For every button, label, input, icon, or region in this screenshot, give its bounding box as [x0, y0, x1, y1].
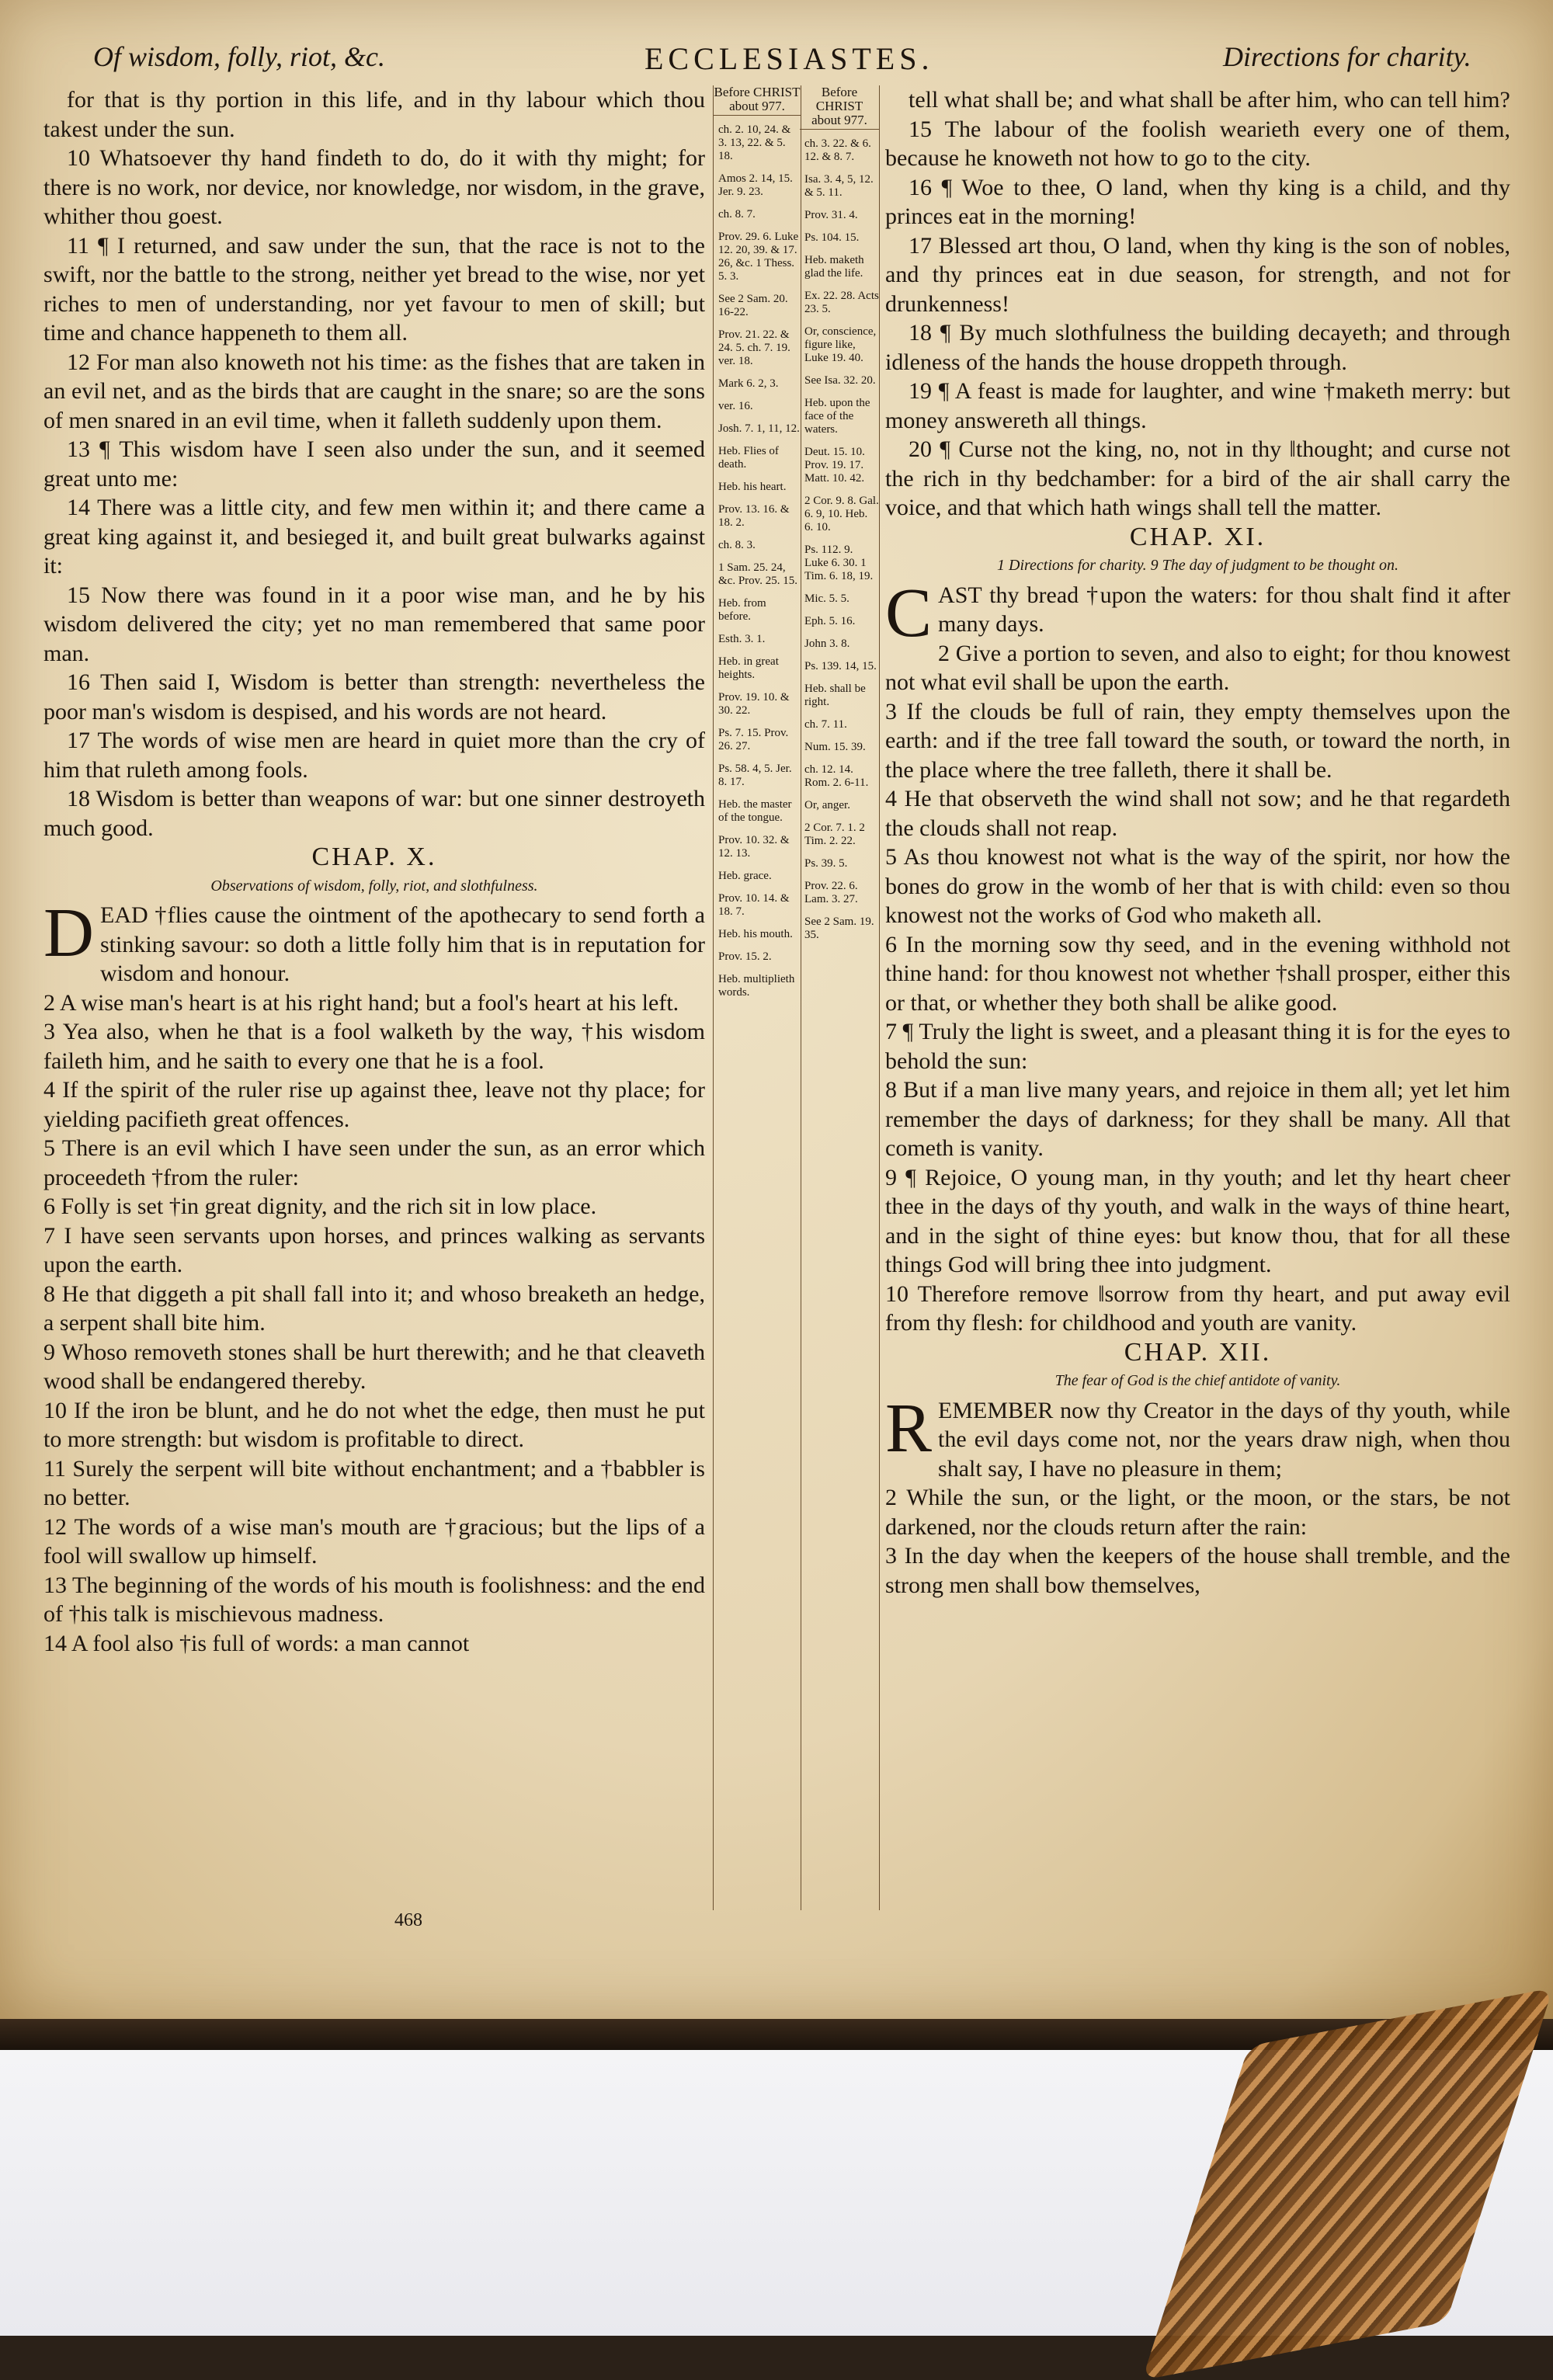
cross-reference: See 2 Sam. 19. 35.: [804, 916, 874, 941]
gutter-date-header: Before CHRIST about 977.: [714, 85, 801, 116]
cross-reference: Ex. 22. 28. Acts 23. 5.: [804, 290, 879, 315]
verse: 5 There is an evil which I have seen under the sun, as an error which proceedeth †from the ruler:: [43, 1135, 705, 1190]
verse: 2 Give a portion to seven, and also to eight; for thou knowest not what evil shall be upon the earth.: [885, 640, 1510, 695]
chapter-12-dropcap: R: [885, 1389, 933, 1467]
running-header: [0, 40, 1553, 79]
verse: 16 ¶ Woe to thee, O land, when thy king is a child, and thy princes eat in the morning!: [885, 174, 1510, 229]
cross-reference-gutter-left: [713, 85, 801, 1910]
cross-reference: Prov. 19. 10. & 30. 22.: [718, 691, 790, 717]
verse: 18 Wisdom is better than weapons of war: but one sinner destroyeth much good.: [43, 786, 705, 841]
cross-reference: Prov. 15. 2.: [718, 950, 772, 963]
verse: 13 The beginning of the words of his mouth is foolishness: and the end of †his talk is mischievous madness.: [43, 1572, 705, 1627]
verse: EAD †flies cause the ointment of the apothecary to send forth a stinking savour: so doth a little folly him that is in reputation for wisdom and honour.: [100, 902, 705, 986]
ch9-verses: [43, 85, 705, 843]
cross-reference: Num. 15. 39.: [804, 741, 866, 753]
cross-reference: Amos 2. 14, 15. Jer. 9. 23.: [718, 172, 793, 198]
cross-reference: Deut. 15. 10. Prov. 19. 17. Matt. 10. 42.: [804, 446, 865, 485]
cross-reference: Ps. 7. 15. Prov. 26. 27.: [718, 727, 789, 752]
verse: 12 The words of a wise man's mouth are †gracious; but the lips of a fool will swallow up himself.: [43, 1513, 705, 1569]
cross-reference: ch. 8. 7.: [718, 208, 756, 221]
header-right: Directions for charity.: [1223, 41, 1471, 72]
cross-reference: ch. 7. 11.: [804, 718, 847, 731]
verse: 4 He that observeth the wind shall not sow; and he that regardeth the clouds shall not reap.: [885, 786, 1510, 841]
verse: 18 ¶ By much slothfulness the building decayeth; and through idleness of the hands the house droppeth through.: [885, 320, 1510, 375]
verse: 15 The labour of the foolish wearieth every one of them, because he knoweth not how to go to the city.: [885, 116, 1510, 171]
cross-reference: Ps. 104. 15.: [804, 231, 860, 244]
verse: 9 ¶ Rejoice, O young man, in thy youth; and let thy heart cheer thee in the days of thy youth, and walk in the ways of thine heart, and in the sight of thine eyes: but know thou, that for all these things God will bring thee into judgment.: [885, 1164, 1510, 1277]
chapter-11-title: CHAP. XI.: [1129, 522, 1266, 551]
verse: 15 Now there was found in it a poor wise man, and he by his wisdom delivered the city; yet no man remembered that same poor man.: [43, 582, 705, 666]
cross-reference: Prov. 10. 14. & 18. 7.: [718, 892, 790, 918]
ch10-continued-verses: [885, 85, 1510, 523]
verse: 3 Yea also, when he that is a fool walketh by the way, †his wisdom faileth him, and he saith to every one that he is a fool.: [43, 1019, 705, 1074]
ch10-verses: [43, 895, 705, 1658]
verse: for that is thy portion in this life, and in thy labour which thou takest under the sun.: [43, 87, 705, 142]
cross-reference: ch. 3. 22. & 6. 12. & 8. 7.: [804, 137, 871, 163]
verse: 10 Therefore remove ‖sorrow from thy heart, and put away evil from thy flesh: for childhood and youth are vanity.: [885, 1280, 1510, 1336]
cross-reference: 2 Cor. 7. 1. 2 Tim. 2. 22.: [804, 822, 865, 847]
gutter-right-refs: [800, 137, 879, 942]
cross-reference: Ps. 58. 4, 5. Jer. 8. 17.: [718, 763, 792, 788]
verse: 19 ¶ A feast is made for laughter, and wine †maketh merry: but money answereth all things.: [885, 378, 1510, 433]
header-left: Of wisdom, folly, riot, &c.: [93, 41, 386, 72]
chapter-10-dropcap: D: [43, 895, 94, 971]
verse: tell what shall be; and what shall be after him, who can tell him?: [909, 87, 1510, 113]
cross-reference: Heb. shall be right.: [804, 683, 866, 708]
verse: 7 ¶ Truly the light is sweet, and a pleasant thing it is for the eyes to behold the sun:: [885, 1019, 1510, 1074]
cross-reference: Heb. grace.: [718, 870, 772, 882]
ch11-verses: [885, 574, 1510, 1338]
verse: 9 Whoso removeth stones shall be hurt therewith; and he that cleaveth wood shall be endangered thereby.: [43, 1339, 705, 1394]
page-number: 468: [394, 1910, 422, 1930]
cross-reference: Prov. 21. 22. & 24. 5. ch. 7. 19. ver. 18.: [718, 328, 790, 367]
cross-reference: ch. 8. 3.: [718, 539, 756, 551]
verse: 17 Blessed art thou, O land, when thy king is the son of nobles, and thy princes eat in due season, for strength, and not for drunkenness!: [885, 232, 1510, 317]
cross-reference: Esth. 3. 1.: [718, 633, 766, 645]
verse: 8 But if a man live many years, and rejoice in them all; yet let him remember the days of darkness; for they shall be many. All that cometh is vanity.: [885, 1077, 1510, 1161]
cross-reference: Mark 6. 2, 3.: [718, 377, 779, 390]
verse: 10 If the iron be blunt, and he do not whet the edge, then must he put to more strength: but wisdom is profitable to direct.: [43, 1397, 705, 1452]
right-text-column: [885, 85, 1510, 1910]
cross-reference: Ps. 139. 14, 15.: [804, 660, 877, 672]
chapter-11-summary: 1 Directions for charity. 9 The day of judgment to be thought on.: [997, 557, 1398, 574]
verse: 2 A wise man's heart is at his right hand; but a fool's heart at his left.: [43, 989, 679, 1016]
verse: 12 For man also knoweth not his time: as the fishes that are taken in an evil net, and as the birds that are caught in the snare; so are the sons of men snared in an evil time, when it falleth suddenly upon them.: [43, 349, 705, 433]
cross-reference: Prov. 10. 32. & 12. 13.: [718, 834, 790, 860]
cross-reference: Ps. 112. 9. Luke 6. 30. 1 Tim. 6. 18, 19.: [804, 544, 874, 582]
verse: 4 If the spirit of the ruler rise up against thee, leave not thy place; for yielding pacifieth great offences.: [43, 1077, 705, 1132]
cross-reference: See Isa. 32. 20.: [804, 374, 876, 387]
cross-reference: Josh. 7. 1, 11, 12.: [718, 422, 800, 435]
cross-reference: Heb. in great heights.: [718, 655, 779, 681]
verse: 14 A fool also †is full of words: a man cannot: [43, 1630, 470, 1656]
gutter-date-header-2: Before CHRIST about 977.: [800, 85, 879, 130]
verse: 6 In the morning sow thy seed, and in the evening withhold not thine hand: for thou knowest not whether †shall prosper, either this or that, or whether they both shall be alike good.: [885, 931, 1510, 1016]
cross-reference: 2 Cor. 9. 8. Gal. 6. 9, 10. Heb. 6. 10.: [804, 495, 879, 533]
cross-reference: John 3. 8.: [804, 638, 850, 650]
chapter-10-summary: Observations of wisdom, folly, riot, and slothfulness.: [210, 877, 538, 895]
verse: AST thy bread †upon the waters: for thou shalt find it after many days.: [938, 582, 1510, 637]
cross-reference: Heb. multiplieth words.: [718, 973, 795, 999]
verse: 11 ¶ I returned, and saw under the sun, that the race is not to the swift, nor the battle to the strong, neither yet bread to the wise, nor yet riches to men of understanding, nor yet favour to men of skill; but time and chance happeneth to them all.: [43, 232, 705, 346]
cross-reference: Heb. his heart.: [718, 481, 787, 493]
cross-reference: Prov. 13. 16. & 18. 2.: [718, 503, 790, 529]
cross-reference: 1 Sam. 25. 24, &c. Prov. 25. 15.: [718, 561, 797, 587]
cross-reference: Prov. 31. 4.: [804, 209, 858, 221]
chapter-10-title: CHAP. X.: [311, 843, 437, 871]
verse: 8 He that diggeth a pit shall fall into it; and whoso breaketh an hedge, a serpent shall bite him.: [43, 1280, 705, 1336]
cross-reference: Heb. maketh glad the life.: [804, 254, 864, 280]
cross-reference: Eph. 5. 16.: [804, 615, 856, 627]
cross-reference: ver. 16.: [718, 400, 753, 412]
book-title: ECCLESIASTES.: [644, 41, 934, 76]
cross-reference: See 2 Sam. 20. 16-22.: [718, 293, 788, 318]
chapter-12-title: CHAP. XII.: [1124, 1337, 1272, 1367]
verse: 7 I have seen servants upon horses, and princes walking as servants upon the earth.: [43, 1222, 705, 1277]
verse: 20 ¶ Curse not the king, no, not in thy ‖thought; and curse not the rich in thy bedchamber: for a bird of the air shall carry the voice, and that which hath wings shall tell the matter.: [885, 436, 1510, 520]
verse: 14 There was a little city, and few men within it; and there came a great king against it, and besieged it, and built great bulwarks against it:: [43, 495, 705, 578]
cross-reference: Prov. 29. 6. Luke 12. 20, 39. & 17. 26, &c. 1 Thess. 5. 3.: [718, 231, 799, 283]
verse: 10 Whatsoever thy hand findeth to do, do it with thy might; for there is no work, nor device, nor knowledge, nor wisdom, in the grave, whither thou goest.: [43, 145, 705, 229]
verse: 17 The words of wise men are heard in quiet more than the cry of him that ruleth among fools.: [43, 728, 705, 783]
verse: 6 Folly is set †in great dignity, and the rich sit in low place.: [43, 1193, 597, 1219]
cross-reference: Heb. upon the face of the waters.: [804, 397, 870, 436]
chapter-12-summary: The fear of God is the chief antidote of vanity.: [1054, 1372, 1341, 1389]
verse: 3 In the day when the keepers of the house shall tremble, and the strong men shall bow themselves,: [885, 1543, 1510, 1598]
verse: 11 Surely the serpent will bite without enchantment; and a †babbler is no better.: [43, 1455, 705, 1510]
cross-reference: Or, anger.: [804, 799, 850, 811]
cross-reference-gutter-right: [800, 85, 880, 1910]
gutter-left-refs: [714, 123, 801, 999]
cross-reference: ch. 12. 14. Rom. 2. 6-11.: [804, 763, 869, 789]
ch12-verses: [885, 1389, 1510, 1600]
cross-reference: Ps. 39. 5.: [804, 857, 848, 870]
cross-reference: Heb. his mouth.: [718, 928, 793, 940]
verse: 2 While the sun, or the light, or the moon, or the stars, be not darkened, nor the clouds return after the rain:: [885, 1485, 1510, 1540]
verse: 13 ¶ This wisdom have I seen also under the sun, and it seemed great unto me:: [43, 436, 705, 492]
verse: EMEMBER now thy Creator in the days of thy youth, while the evil days come not, nor the years draw nigh, when thou shalt say, I have no pleasure in them;: [938, 1397, 1510, 1482]
verse: 5 As thou knowest not what is the way of the spirit, nor how the bones do grow in the womb of her that is with child: even so thou knowest not the works of God who maketh all.: [885, 844, 1510, 928]
cross-reference: Heb. from before.: [718, 597, 766, 623]
cross-reference: Prov. 22. 6. Lam. 3. 27.: [804, 880, 858, 905]
cross-reference: Isa. 3. 4, 5, 12. & 5. 11.: [804, 173, 874, 199]
cross-reference: Or, conscience, figure like, Luke 19. 40.: [804, 325, 877, 364]
chapter-11-dropcap: C: [885, 574, 933, 651]
cross-reference: Heb. Flies of death.: [718, 445, 779, 471]
verse: 3 If the clouds be full of rain, they empty themselves upon the earth: and if the tree fall toward the south, or toward the north, in the place where the tree falleth, there it shall be.: [885, 698, 1510, 783]
cross-reference: Heb. the master of the tongue.: [718, 798, 792, 824]
cross-reference: Mic. 5. 5.: [804, 592, 849, 605]
left-text-column: [43, 85, 705, 1910]
verse: 16 Then said I, Wisdom is better than strength: nevertheless the poor man's wisdom is despised, and his words are not heard.: [43, 669, 705, 724]
cross-reference: ch. 2. 10, 24. & 3. 13, 22. & 5. 18.: [718, 123, 791, 162]
